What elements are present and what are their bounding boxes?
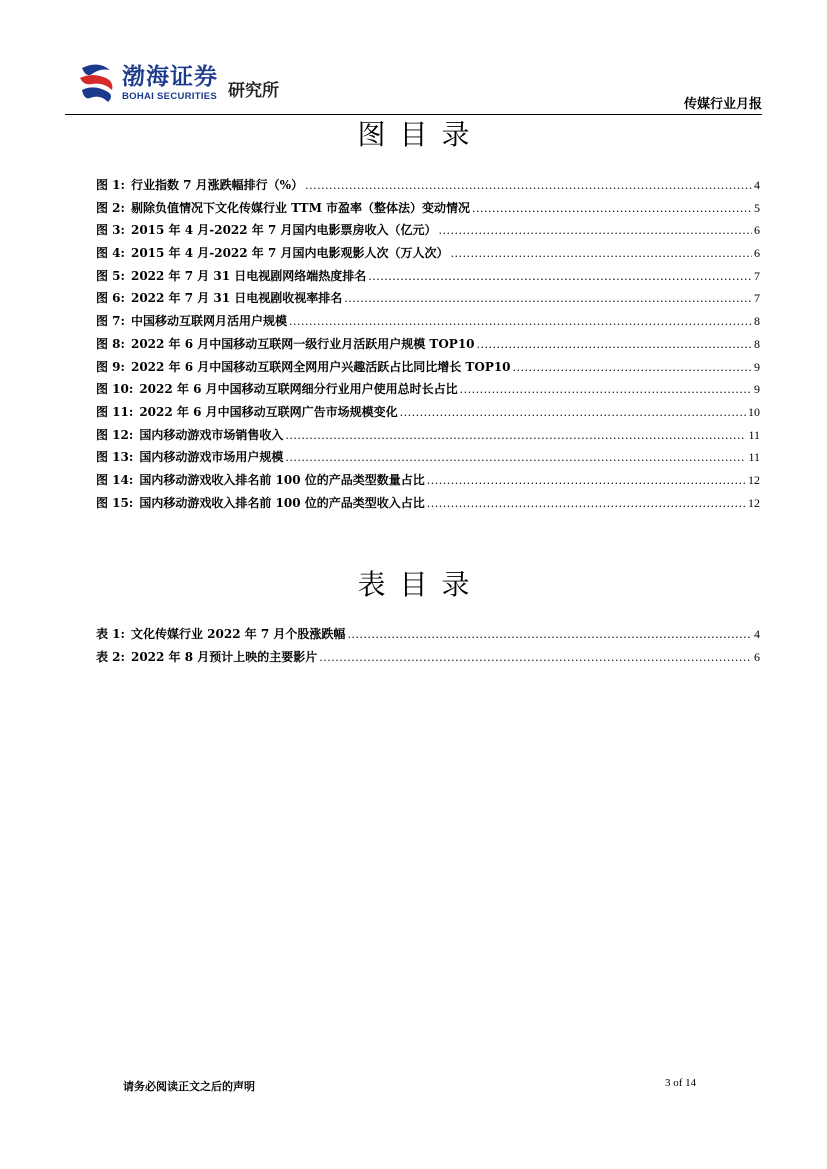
- toc-leader-dots: [427, 474, 746, 487]
- toc-entry[interactable]: [96, 312, 760, 335]
- toc-entry-page: 6: [754, 649, 760, 664]
- toc-entry-text: 剔除负值情况下文化传媒行业 TTM 市盈率（整体法）变动情况: [130, 200, 471, 215]
- toc-entry-page: 11: [748, 427, 760, 442]
- toc-leader-dots: [513, 361, 752, 374]
- toc-entry-page: 11: [748, 450, 760, 465]
- toc-entry-label: 图 5:: [96, 268, 125, 283]
- toc-entry[interactable]: [96, 448, 760, 471]
- toc-entry-label: 图 8:: [96, 336, 125, 351]
- toc-entry-label: 图 15:: [96, 495, 134, 510]
- toc-entry-label: 图 4:: [96, 246, 125, 261]
- toc-leader-dots: [344, 292, 752, 305]
- toc-leader-dots: [368, 270, 752, 283]
- toc-entry-text: 2015 年 4 月-2022 年 7 月国内电影票房收入（亿元）: [130, 223, 437, 238]
- toc-leader-dots: [319, 651, 752, 664]
- toc-entry-text: 2022 年 6 月中国移动互联网细分行业用户使用总时长占比: [139, 382, 458, 397]
- toc-entry-text: 国内移动游戏市场销售收入: [139, 427, 284, 442]
- header-divider: [65, 114, 762, 115]
- toc-entry-label: 图 6:: [96, 291, 125, 306]
- toc-entry[interactable]: [96, 289, 760, 312]
- toc-entry-page: 7: [754, 291, 760, 306]
- toc-entry[interactable]: [96, 221, 760, 244]
- toc-entry[interactable]: [96, 625, 760, 648]
- toc-entry[interactable]: [96, 380, 760, 403]
- toc-entry[interactable]: [96, 403, 760, 426]
- toc-entry-label: 图 11:: [96, 404, 134, 419]
- toc-entry-text: 国内移动游戏收入排名前 100 位的产品类型数量占比: [139, 472, 425, 487]
- toc-leader-dots: [427, 497, 746, 510]
- toc-entry-label: 表 1:: [96, 627, 125, 641]
- toc-entry-page: 6: [754, 246, 760, 261]
- toc-entry-label: 图 3:: [96, 223, 125, 238]
- figures-title: 图目录: [357, 118, 484, 151]
- logo-chinese-name: 渤海证券: [122, 63, 218, 90]
- toc-entry-page: 4: [754, 178, 760, 192]
- page-indicator: 3 of 14: [665, 1077, 697, 1089]
- toc-entry-label: 表 2:: [96, 649, 125, 664]
- toc-entry-text: 2022 年 7 月 31 日电视剧网络端热度排名: [130, 268, 367, 283]
- footer-disclaimer: 请务必阅读正文之后的声明: [123, 1080, 255, 1093]
- toc-entry-page: 7: [754, 268, 760, 283]
- toc-entry-text: 国内移动游戏市场用户规模: [139, 450, 284, 465]
- toc-entry-text: 国内移动游戏收入排名前 100 位的产品类型收入占比: [139, 495, 425, 510]
- figures-list: [96, 176, 760, 516]
- logo-institute: 研究所: [228, 81, 279, 101]
- tables-title: 表目录: [357, 568, 484, 601]
- company-logo: [78, 62, 298, 106]
- toc-entry-label: 图 10:: [96, 382, 134, 397]
- toc-entry-label: 图 14:: [96, 472, 134, 487]
- toc-entry-page: 12: [748, 495, 760, 510]
- toc-entry-page: 5: [754, 200, 760, 215]
- toc-entry-text: 2015 年 4 月-2022 年 7 月国内电影观影人次（万人次）: [130, 246, 449, 261]
- toc-entry[interactable]: [96, 494, 760, 517]
- toc-entry[interactable]: [96, 648, 760, 671]
- toc-entry[interactable]: [96, 426, 760, 449]
- toc-entry-text: 2022 年 8 月预计上映的主要影片: [130, 649, 318, 664]
- toc-leader-dots: [439, 224, 752, 237]
- toc-entry-page: 9: [754, 382, 760, 397]
- toc-entry-label: 图 9:: [96, 359, 125, 374]
- toc-entry[interactable]: [96, 335, 760, 358]
- logo-english-name: BOHAI SECURITIES: [122, 91, 218, 102]
- toc-entry-page: 9: [754, 359, 760, 374]
- toc-leader-dots: [472, 202, 752, 215]
- toc-entry-label: 图 2:: [96, 200, 125, 215]
- toc-entry-page: 4: [754, 627, 760, 641]
- toc-entry[interactable]: [96, 267, 760, 290]
- toc-entry[interactable]: [96, 358, 760, 381]
- toc-entry-text: 2022 年 6 月中国移动互联网全网用户兴趣活跃占比同比增长 TOP10: [130, 359, 511, 374]
- toc-entry-label: 图 13:: [96, 450, 134, 465]
- toc-entry[interactable]: [96, 176, 760, 199]
- toc-leader-dots: [305, 179, 752, 192]
- toc-leader-dots: [400, 406, 746, 419]
- toc-entry-label: 图 7:: [96, 314, 125, 329]
- toc-entry[interactable]: [96, 244, 760, 267]
- toc-entry-page: 12: [748, 472, 760, 487]
- toc-leader-dots: [477, 338, 752, 351]
- toc-entry-text: 中国移动互联网月活用户规模: [130, 314, 287, 329]
- toc-leader-dots: [347, 628, 752, 641]
- toc-entry-label: 图 1:: [96, 178, 125, 192]
- toc-leader-dots: [285, 451, 746, 464]
- toc-entry-text: 2022 年 6 月中国移动互联网广告市场规模变化: [139, 404, 398, 419]
- toc-entry-page: 8: [754, 314, 760, 329]
- toc-entry-text: 2022 年 7 月 31 日电视剧收视率排名: [130, 291, 343, 306]
- toc-entry-text: 行业指数 7 月涨跌幅排行（%）: [130, 178, 304, 192]
- toc-entry-label: 图 12:: [96, 427, 134, 442]
- toc-entry-text: 文化传媒行业 2022 年 7 月个股涨跌幅: [130, 627, 346, 641]
- toc-entry-page: 6: [754, 223, 760, 238]
- toc-entry-page: 10: [748, 404, 760, 419]
- toc-entry[interactable]: [96, 471, 760, 494]
- toc-entry-text: 2022 年 6 月中国移动互联网一级行业月活跃用户规模 TOP10: [130, 336, 475, 351]
- toc-leader-dots: [460, 383, 752, 396]
- toc-leader-dots: [289, 315, 752, 328]
- toc-leader-dots: [451, 247, 752, 260]
- toc-entry-page: 8: [754, 336, 760, 351]
- bohai-logo-icon: [78, 62, 118, 104]
- tables-list: [96, 625, 760, 670]
- toc-entry[interactable]: [96, 199, 760, 222]
- toc-leader-dots: [285, 429, 746, 442]
- report-type: 传媒行业月报: [683, 97, 762, 112]
